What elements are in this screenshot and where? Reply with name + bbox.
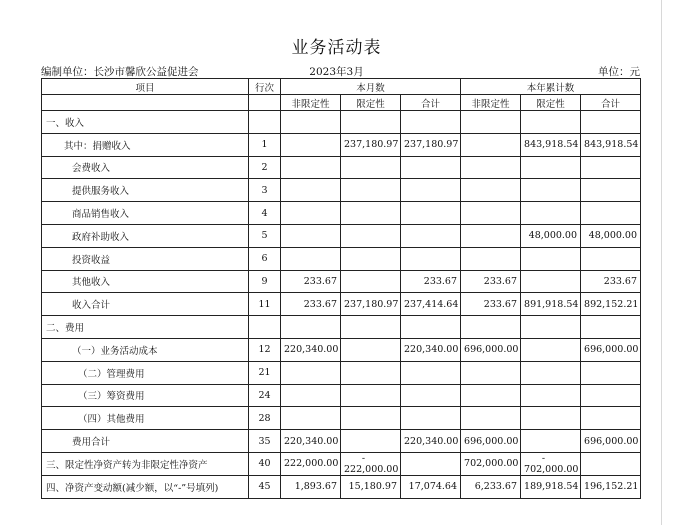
value-cell	[341, 202, 401, 225]
value-cell	[521, 179, 581, 202]
header-row-sub	[42, 95, 641, 111]
table-row	[42, 338, 641, 361]
value-cell	[461, 316, 521, 339]
value-cell	[341, 361, 401, 384]
table-row	[42, 407, 641, 430]
row-label: 政府补助收入	[42, 224, 249, 247]
value-cell: 702,000.00	[461, 452, 521, 475]
row-label: （二）管理费用	[42, 361, 249, 384]
value-cell	[401, 247, 461, 270]
value-cell	[281, 133, 341, 156]
value-cell	[281, 179, 341, 202]
row-line-number: 6	[249, 247, 281, 270]
value-cell: 220,340.00	[281, 430, 341, 453]
value-cell: 233.67	[401, 270, 461, 293]
value-cell	[461, 361, 521, 384]
value-cell: 220,340.00	[281, 338, 341, 361]
value-cell	[521, 202, 581, 225]
table-row	[42, 179, 641, 202]
value-cell	[401, 111, 461, 134]
row-line-number: 11	[249, 293, 281, 316]
value-cell	[401, 384, 461, 407]
value-cell	[461, 156, 521, 179]
row-label: 三、限定性净资产转为非限定性净资产	[42, 452, 249, 475]
row-label: 一、收入	[42, 111, 249, 134]
row-line-number	[249, 111, 281, 134]
value-cell	[401, 156, 461, 179]
value-cell: 233.67	[461, 293, 521, 316]
value-cell: 189,918.54	[521, 475, 581, 498]
value-cell	[401, 452, 461, 475]
value-cell: 696,000.00	[461, 338, 521, 361]
value-cell	[281, 247, 341, 270]
value-cell-negative	[521, 452, 581, 475]
value-cell: 48,000.00	[581, 224, 641, 247]
value-cell	[521, 384, 581, 407]
value-cell	[281, 156, 341, 179]
negative-amount: 222,000.00	[344, 463, 399, 475]
table-row	[42, 247, 641, 270]
value-cell: 696,000.00	[581, 430, 641, 453]
value-cell	[581, 384, 641, 407]
row-label: 投资收益	[42, 247, 249, 270]
value-cell	[581, 111, 641, 134]
row-label: 提供服务收入	[42, 179, 249, 202]
value-cell: 696,000.00	[461, 430, 521, 453]
value-cell	[521, 338, 581, 361]
value-cell: 222,000.00	[281, 452, 341, 475]
row-label: 会费收入	[42, 156, 249, 179]
value-cell	[281, 202, 341, 225]
value-cell	[521, 156, 581, 179]
table-row	[42, 316, 641, 339]
row-line-number: 21	[249, 361, 281, 384]
row-label: 商品销售收入	[42, 202, 249, 225]
value-cell: 696,000.00	[581, 338, 641, 361]
header-year-unrestricted: 非限定性	[461, 95, 521, 111]
table-row	[42, 452, 641, 475]
value-cell	[401, 361, 461, 384]
value-cell	[341, 247, 401, 270]
row-label: 收入合计	[42, 293, 249, 316]
table-row	[42, 270, 641, 293]
value-cell	[461, 133, 521, 156]
value-cell	[341, 224, 401, 247]
header-month-total: 合计	[401, 95, 461, 111]
value-cell: 220,340.00	[401, 430, 461, 453]
value-cell	[341, 179, 401, 202]
value-cell	[281, 224, 341, 247]
table-row	[42, 293, 641, 316]
row-line-number: 3	[249, 179, 281, 202]
row-label: 费用合计	[42, 430, 249, 453]
value-cell	[281, 316, 341, 339]
value-cell	[341, 430, 401, 453]
value-cell-negative	[341, 452, 401, 475]
table-row	[42, 361, 641, 384]
header-line: 行次	[249, 79, 281, 95]
activity-statement-table	[41, 78, 641, 499]
row-label: （一）业务活动成本	[42, 338, 249, 361]
value-cell	[581, 202, 641, 225]
table-row	[42, 111, 641, 134]
value-cell	[401, 316, 461, 339]
value-cell: 233.67	[461, 270, 521, 293]
value-cell: 237,180.97	[341, 133, 401, 156]
row-label: （三）筹资费用	[42, 384, 249, 407]
table-row	[42, 133, 641, 156]
negative-sign: -	[541, 452, 546, 464]
negative-amount: 702,000.00	[524, 463, 579, 475]
row-label: 其他收入	[42, 270, 249, 293]
value-cell	[461, 202, 521, 225]
value-cell: 843,918.54	[581, 133, 641, 156]
value-cell	[401, 202, 461, 225]
value-cell: 220,340.00	[401, 338, 461, 361]
value-cell: 15,180.97	[341, 475, 401, 498]
value-cell: 237,414.64	[401, 293, 461, 316]
header-year-total: 合计	[581, 95, 641, 111]
row-line-number: 12	[249, 338, 281, 361]
value-cell	[401, 179, 461, 202]
header-month-unrestricted: 非限定性	[281, 95, 341, 111]
table-row	[42, 156, 641, 179]
value-cell: 237,180.97	[341, 293, 401, 316]
table-row	[42, 384, 641, 407]
value-cell	[521, 361, 581, 384]
value-cell	[581, 361, 641, 384]
row-line-number: 1	[249, 133, 281, 156]
value-cell	[581, 247, 641, 270]
row-line-number: 9	[249, 270, 281, 293]
table-row	[42, 224, 641, 247]
value-cell	[581, 156, 641, 179]
row-line-number: 45	[249, 475, 281, 498]
value-cell	[521, 316, 581, 339]
row-label: 其中：捐赠收入	[42, 133, 249, 156]
value-cell	[401, 224, 461, 247]
report-title: 业务活动表	[291, 38, 382, 58]
header-year: 本年累计数	[461, 79, 641, 95]
value-cell	[521, 270, 581, 293]
value-cell	[521, 407, 581, 430]
value-cell: 233.67	[581, 270, 641, 293]
value-cell	[341, 270, 401, 293]
value-cell	[341, 156, 401, 179]
value-cell: 196,152.21	[581, 475, 641, 498]
period-label: 2023年3月	[309, 66, 364, 78]
value-cell	[461, 224, 521, 247]
value-cell: 6,233.67	[461, 475, 521, 498]
header-item-blank	[42, 95, 249, 111]
value-cell: 233.67	[281, 293, 341, 316]
row-line-number: 24	[249, 384, 281, 407]
value-cell: 48,000.00	[521, 224, 581, 247]
value-cell	[581, 452, 641, 475]
value-cell	[521, 247, 581, 270]
value-cell	[281, 361, 341, 384]
row-line-number: 2	[249, 156, 281, 179]
row-line-number: 5	[249, 224, 281, 247]
value-cell	[341, 111, 401, 134]
value-cell	[581, 316, 641, 339]
value-cell	[341, 407, 401, 430]
table-row	[42, 475, 641, 498]
value-cell: 233.67	[281, 270, 341, 293]
value-cell	[281, 111, 341, 134]
value-cell	[461, 179, 521, 202]
value-cell	[341, 338, 401, 361]
value-cell: 892,152.21	[581, 293, 641, 316]
value-cell	[521, 430, 581, 453]
row-label: （四）其他费用	[42, 407, 249, 430]
value-cell	[461, 384, 521, 407]
value-cell	[461, 247, 521, 270]
header-month: 本月数	[281, 79, 461, 95]
table-row	[42, 430, 641, 453]
header-year-restricted: 限定性	[521, 95, 581, 111]
negative-sign: -	[361, 452, 366, 464]
value-cell	[461, 407, 521, 430]
row-line-number	[249, 316, 281, 339]
header-item: 项目	[42, 79, 249, 95]
organization-label: 编制单位：长沙市馨欣公益促进会	[41, 66, 199, 78]
header-month-restricted: 限定性	[341, 95, 401, 111]
value-cell	[401, 407, 461, 430]
row-label: 二、费用	[42, 316, 249, 339]
value-cell	[281, 407, 341, 430]
header-row-top	[42, 79, 641, 95]
value-cell	[581, 179, 641, 202]
row-line-number: 4	[249, 202, 281, 225]
value-cell	[281, 384, 341, 407]
value-cell: 1,893.67	[281, 475, 341, 498]
value-cell	[461, 111, 521, 134]
value-cell: 237,180.97	[401, 133, 461, 156]
value-cell	[341, 316, 401, 339]
value-cell: 17,074.64	[401, 475, 461, 498]
unit-label: 单位：元	[598, 66, 640, 78]
value-cell: 843,918.54	[521, 133, 581, 156]
row-line-number: 40	[249, 452, 281, 475]
row-line-number: 35	[249, 430, 281, 453]
value-cell: 891,918.54	[521, 293, 581, 316]
value-cell	[581, 407, 641, 430]
value-cell	[521, 111, 581, 134]
value-cell	[341, 384, 401, 407]
row-line-number: 28	[249, 407, 281, 430]
table-row	[42, 202, 641, 225]
header-line-blank	[249, 95, 281, 111]
row-label: 四、净资产变动额(减少额，以“-”号填列)	[42, 475, 249, 498]
